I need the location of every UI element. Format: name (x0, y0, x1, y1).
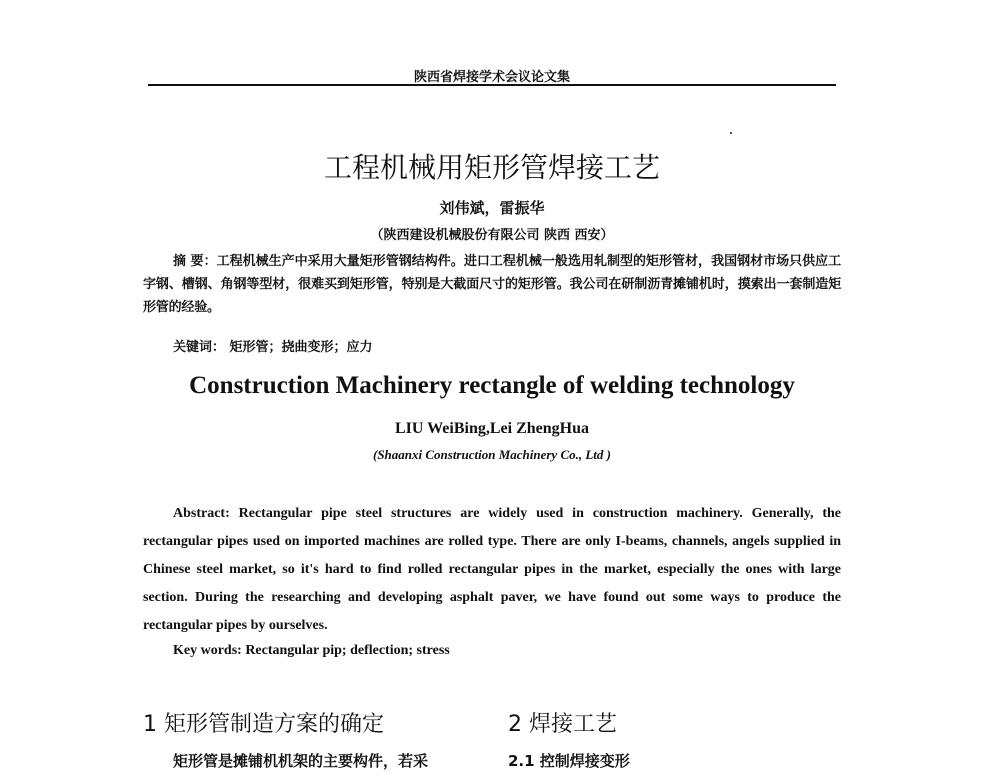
section-2-heading: 2 焊接工艺 (508, 712, 617, 737)
authors-en: LIU WeiBing,Lei ZhengHua (395, 420, 589, 437)
section-1-heading: 1 矩形管制造方案的确定 (143, 712, 384, 737)
affiliation-cn: （陕西建设机械股份有限公司 陕西 西安） (370, 228, 614, 243)
abstract-en: Abstract: Rectangular pipe steel structures are widely used in construction machinery. Generally, the rectangular pipes used on imported machines are rolled type. There are only I-beams, channels, angels supplied in Chinese steel market, so it's hard to find rolled rectangular pipes in the market, especially the ones with large section. During the researching and developing asphalt paver, we have found out some ways to produce the rectangular pipes by ourselves. (143, 506, 841, 633)
keywords-en: Key words: Rectangular pip; deflection; stress (173, 643, 450, 658)
section-1-first-line: 矩形管是摊铺机机架的主要构件，若采 (173, 752, 429, 770)
scan-speck (730, 132, 732, 134)
section-2-first-line: 2.1 控制焊接变形 (508, 752, 630, 770)
proceedings-header: 陕西省焊接学术会议论文集 (413, 70, 570, 85)
paper-title-en: Construction Machinery rectangle of welding technology (189, 372, 795, 399)
paper-title-cn: 工程机械用矩形管焊接工艺 (323, 151, 660, 184)
abstract-cn: 摘 要：工程机械生产中采用大量矩形管钢结构件。进口工程机械一般选用轧制型的矩形管材，我国钢材市场只供应工字钢、槽钢、角钢等型材，很难买到矩形管，特别是大截面尺寸的矩形管。我公司在研制沥青摊铺机时，摸索出一套制造矩形管的经验。 (143, 254, 841, 315)
header-rule (148, 84, 836, 86)
keywords-cn: 关键词： 矩形管；挠曲变形；应力 (173, 340, 373, 355)
authors-cn: 刘伟斌，雷振华 (439, 199, 545, 217)
affiliation-en: (Shaanxi Construction Machinery Co., Ltd ) (372, 447, 612, 462)
